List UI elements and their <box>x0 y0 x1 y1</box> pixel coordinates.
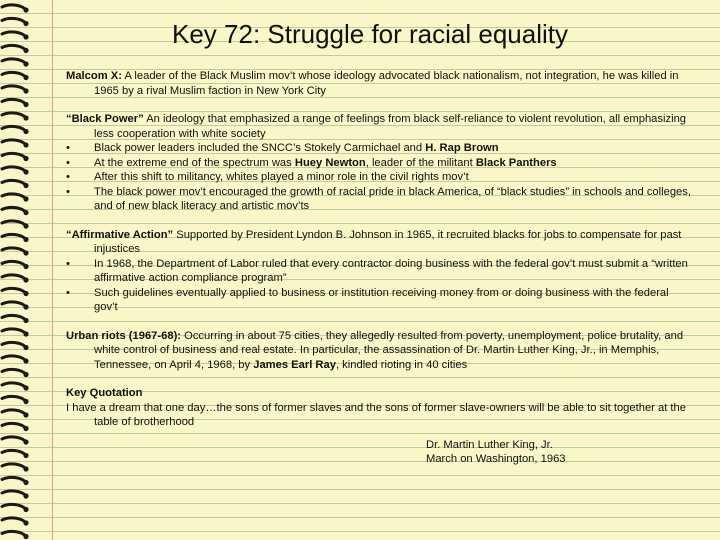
malcolm-text: A leader of the Black Muslim mov’t whose ideology advocated black nationalism, not integration, he was killed in 1965 by a rival Muslim faction in New York City <box>94 70 679 97</box>
bullet-text: Such guidelines eventually applied to business or institution receiving money from or doing business with the federal gov’t <box>94 286 669 313</box>
binding-coil <box>2 194 26 199</box>
binding-coil <box>2 329 26 334</box>
slide-title: Key 72: Struggle for racial equality <box>172 19 568 49</box>
binding-coil <box>2 32 26 37</box>
binding-coil <box>2 234 26 239</box>
binding-coil <box>2 99 26 104</box>
affirmative-paragraph <box>66 228 692 257</box>
malcolm-paragraph <box>66 69 692 98</box>
binding-coil <box>2 504 26 509</box>
riots-bold: James Earl Ray <box>253 358 336 371</box>
bullet-item <box>66 185 692 214</box>
section-urban-riots <box>66 329 692 373</box>
section-affirmative-action <box>66 228 692 315</box>
binding-coil <box>2 423 26 428</box>
binding-coil <box>2 86 26 91</box>
riots-text-end: , kindled rioting in 40 cities <box>335 358 468 371</box>
binding-coil <box>2 410 26 415</box>
bullet-bold: H. Rap Brown <box>425 142 499 154</box>
bullet-bold: Huey Newton <box>294 156 366 169</box>
bullet-icon: • <box>66 257 70 270</box>
affirmative-text: Supported by President Lyndon B. Johnson in 1965, it recruited blacks for jobs to compensate for past injustices <box>94 228 682 255</box>
binding-coil <box>2 261 26 266</box>
binding-coil <box>2 5 26 10</box>
spiral-binding <box>0 0 44 540</box>
bullet-item <box>66 286 692 315</box>
binding-coil <box>2 275 26 280</box>
binding-coil <box>2 450 26 455</box>
binding-coil <box>2 315 26 320</box>
bullet-icon: • <box>66 142 70 154</box>
binding-coil <box>2 140 26 145</box>
section-black-power <box>66 112 692 214</box>
binding-coil <box>2 180 26 185</box>
black-power-term: “Black Power” <box>66 113 144 125</box>
binding-coil <box>2 18 26 23</box>
binding-coil <box>2 59 26 64</box>
bullet-icon: • <box>66 171 70 183</box>
binding-coil <box>2 113 26 118</box>
binding-coil <box>2 288 26 293</box>
bullet-bold: Black Panthers <box>475 156 557 169</box>
attribution-event: March on Washington, 1963 <box>426 453 566 465</box>
binding-coil <box>2 342 26 347</box>
black-power-text: An ideology that emphasized a range of feelings from black self-reliance to violent revolution, all emphasizing less cooperation with white society <box>94 113 687 140</box>
bullet-text: The black power mov’t encouraged the growth of racial pride in black America, of “black studies” in schools and colleges, and of new black literacy and artistic mov’ts <box>94 185 691 212</box>
binding-coil <box>2 356 26 361</box>
quotation-heading <box>66 386 692 401</box>
section-key-quotation <box>66 386 692 467</box>
malcolm-term: Malcom X: <box>66 70 122 82</box>
binding-coil <box>2 248 26 253</box>
binding-coil <box>2 72 26 77</box>
quotation-attribution <box>66 438 692 467</box>
binding-coil <box>2 153 26 158</box>
binding-coil <box>2 437 26 442</box>
binding-coil <box>2 464 26 469</box>
bullet-text: In 1968, the Department of Labor ruled that every contractor doing business with the federal gov’t must submit a “written affirmative action compliance program” <box>94 257 688 284</box>
binding-coil <box>2 491 26 496</box>
binding-coil <box>2 167 26 172</box>
bullet-item <box>66 257 692 286</box>
bullet-text: , leader of the militant <box>365 156 476 169</box>
binding-coil <box>2 45 26 50</box>
quotation-text: I have a dream that one day…the sons of former slaves and the sons of former slave-owners will be able to sit together at the table of brotherhood <box>66 401 686 428</box>
riots-paragraph <box>66 329 692 373</box>
binding-coil <box>2 531 26 536</box>
bullet-text: At the extreme end of the spectrum was <box>94 156 295 169</box>
bullet-item <box>66 170 692 185</box>
binding-coil <box>2 477 26 482</box>
binding-coil <box>2 302 26 307</box>
binding-coil <box>2 369 26 374</box>
bullet-text: Black power leaders included the SNCC’s Stokely Carmichael and <box>94 142 426 154</box>
riots-text: Occurring in about 75 cities, they allegedly resulted from poverty, unemployment, police brutality, and white control of business and real estate. In particular, the assassination of Dr. Martin Luther King, Jr., in Memphis, Tennessee, on April 4, 1968, by <box>94 329 684 371</box>
bullet-item <box>66 141 692 156</box>
binding-coil <box>2 518 26 523</box>
attribution-name: Dr. Martin Luther King, Jr. <box>426 438 553 451</box>
black-power-paragraph <box>66 112 692 141</box>
slide-body <box>66 69 692 481</box>
binding-coil <box>2 383 26 388</box>
bullet-icon: • <box>66 185 70 198</box>
binding-coil <box>2 126 26 131</box>
bullet-icon: • <box>66 156 70 169</box>
bullet-item <box>66 156 692 171</box>
section-malcolm-x <box>66 69 692 98</box>
affirmative-term: “Affirmative Action” <box>66 228 174 241</box>
bullet-text: After this shift to militancy, whites played a minor role in the civil rights mov’t <box>94 171 469 183</box>
bullet-icon: • <box>66 286 70 299</box>
quotation-heading-text: Key Quotation <box>66 387 143 399</box>
binding-coil <box>2 396 26 401</box>
binding-coil <box>2 221 26 226</box>
riots-term: Urban riots (1967-68): <box>66 329 182 342</box>
binding-coil <box>2 207 26 212</box>
